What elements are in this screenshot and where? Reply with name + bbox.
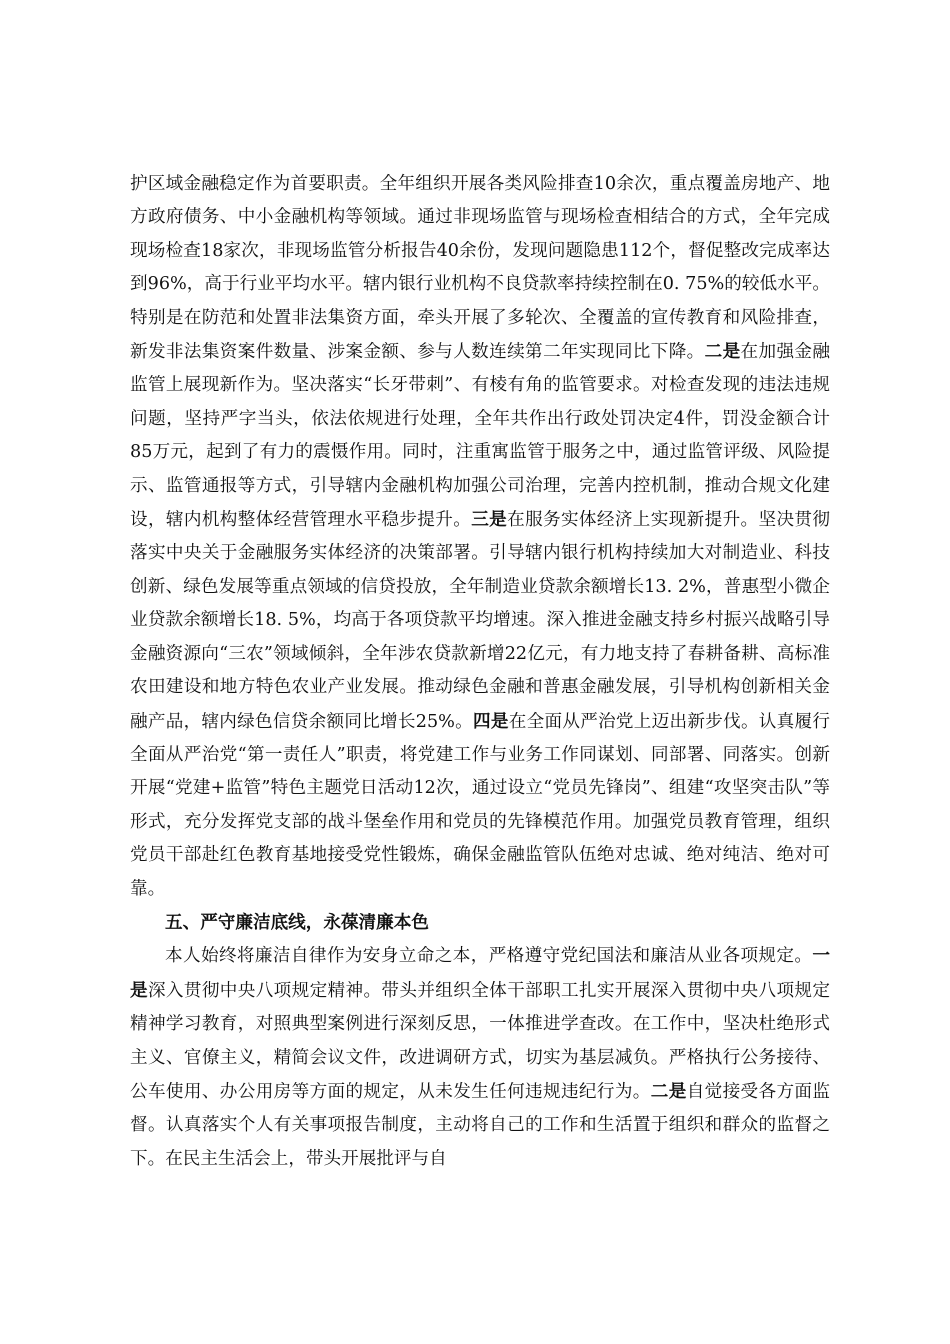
body-paragraph bbox=[130, 168, 830, 906]
ordinal-marker-first: 一是 bbox=[130, 945, 830, 1001]
ordinal-marker-second: 二是 bbox=[704, 341, 741, 363]
document-body bbox=[130, 168, 830, 1176]
section-heading: 五、严守廉洁底线，永葆清廉本色 bbox=[165, 911, 429, 933]
paragraph-text: 在加强金融监管上展现新作为。坚决落实“长牙带刺”、有棱有角的监管要求。对检查发现的违法违规问题，坚持严字当头，依法依规进行处理，全年共作出行政处罚决定4件，罚没金额合计85万元，起到了有力的震慑作用。同时，注重寓监管于服务之中，通过监管评级、风险提示、监管通报等方式，引导辖内金融机构加强公司治理，完善内控机制，推动合规文化建设，辖内机构整体经营管理水平稳步提升。 bbox=[130, 342, 830, 531]
paragraph-text: 护区域金融稳定作为首要职责。全年组织开展各类风险排查10余次，重点覆盖房地产、地方政府债务、中小金融机构等领域。通过非现场监管与现场检查相结合的方式，全年完成现场检查18家次，非现场监管分析报告40余份，发现问题隐患112个，督促整改完成率达到96%，高于行业平均水平。辖内银行业机构不良贷款率持续控制在0. 75%的较低水平。特别是在防范和处置非法集资方面，牵头开展了多轮次、全覆盖的宣传教育和风险排查，新发非法集资案件数量、涉案金额、参与人数连续第二年实现同比下降。 bbox=[130, 174, 830, 363]
paragraph-text: 在全面从严治党上迈出新步伐。认真履行全面从严治党“第一责任人”职责，将党建工作与业务工作同谋划、同部署、同落实。创新开展“党建+监管”特色主题党日活动12次，通过设立“党员先锋岗”、组建“攻坚突击队”等形式，充分发挥党支部的战斗堡垒作用和党员的先锋模范作用。加强党员教育管理，组织党员干部赴红色教育基地接受党性锻炼，确保金融监管队伍绝对忠诚、绝对纯洁、绝对可靠。 bbox=[130, 711, 830, 899]
body-paragraph bbox=[130, 939, 830, 1176]
paragraph-text: 深入贯彻中央八项规定精神。带头并组织全体干部职工扎实开展深入贯彻中央八项规定精神学习教育，对照典型案例进行深刻反思，一体推进学查改。在工作中，坚决杜绝形式主义、官僚主义，精简会议文件，改进调研方式，切实为基层减负。严格执行公务接待、公车使用、办公用房等方面的规定，从未发生任何违规违纪行为。 bbox=[130, 980, 830, 1102]
ordinal-marker-third: 三是 bbox=[471, 509, 508, 531]
paragraph-text: 本人始终将廉洁自律作为安身立命之本，严格遵守党纪国法和廉洁从业各项规定。 bbox=[165, 946, 813, 967]
paragraph-text: 自觉接受各方面监督。认真落实个人有关事项报告制度，主动将自己的工作和生活置于组织和群众的监督之下。在民主生活会上，带头开展批评与自 bbox=[130, 1081, 830, 1169]
ordinal-marker-second: 二是 bbox=[650, 1080, 687, 1102]
paragraph-text: 在服务实体经济上实现新提升。坚决贯彻落实中央关于金融服务实体经济的决策部署。引导辖内银行机构持续加大对制造业、科技创新、绿色发展等重点领域的信贷投放，全年制造业贷款余额增长13. 2%，普惠型小微企业贷款余额增长18. 5%，均高于各项贷款平均增速。深入推进金融支持乡村振兴战略引导金融资源向“三农”领域倾斜，全年涉农贷款新增22亿元，有力地支持了春耕备耕、高标准农田建设和地方特色农业产业发展。推动绿色金融和普惠金融发展，引导机构创新相关金融产品，辖内绿色信贷余额同比增长25%。 bbox=[130, 510, 830, 732]
ordinal-marker-fourth: 四是 bbox=[473, 710, 509, 732]
